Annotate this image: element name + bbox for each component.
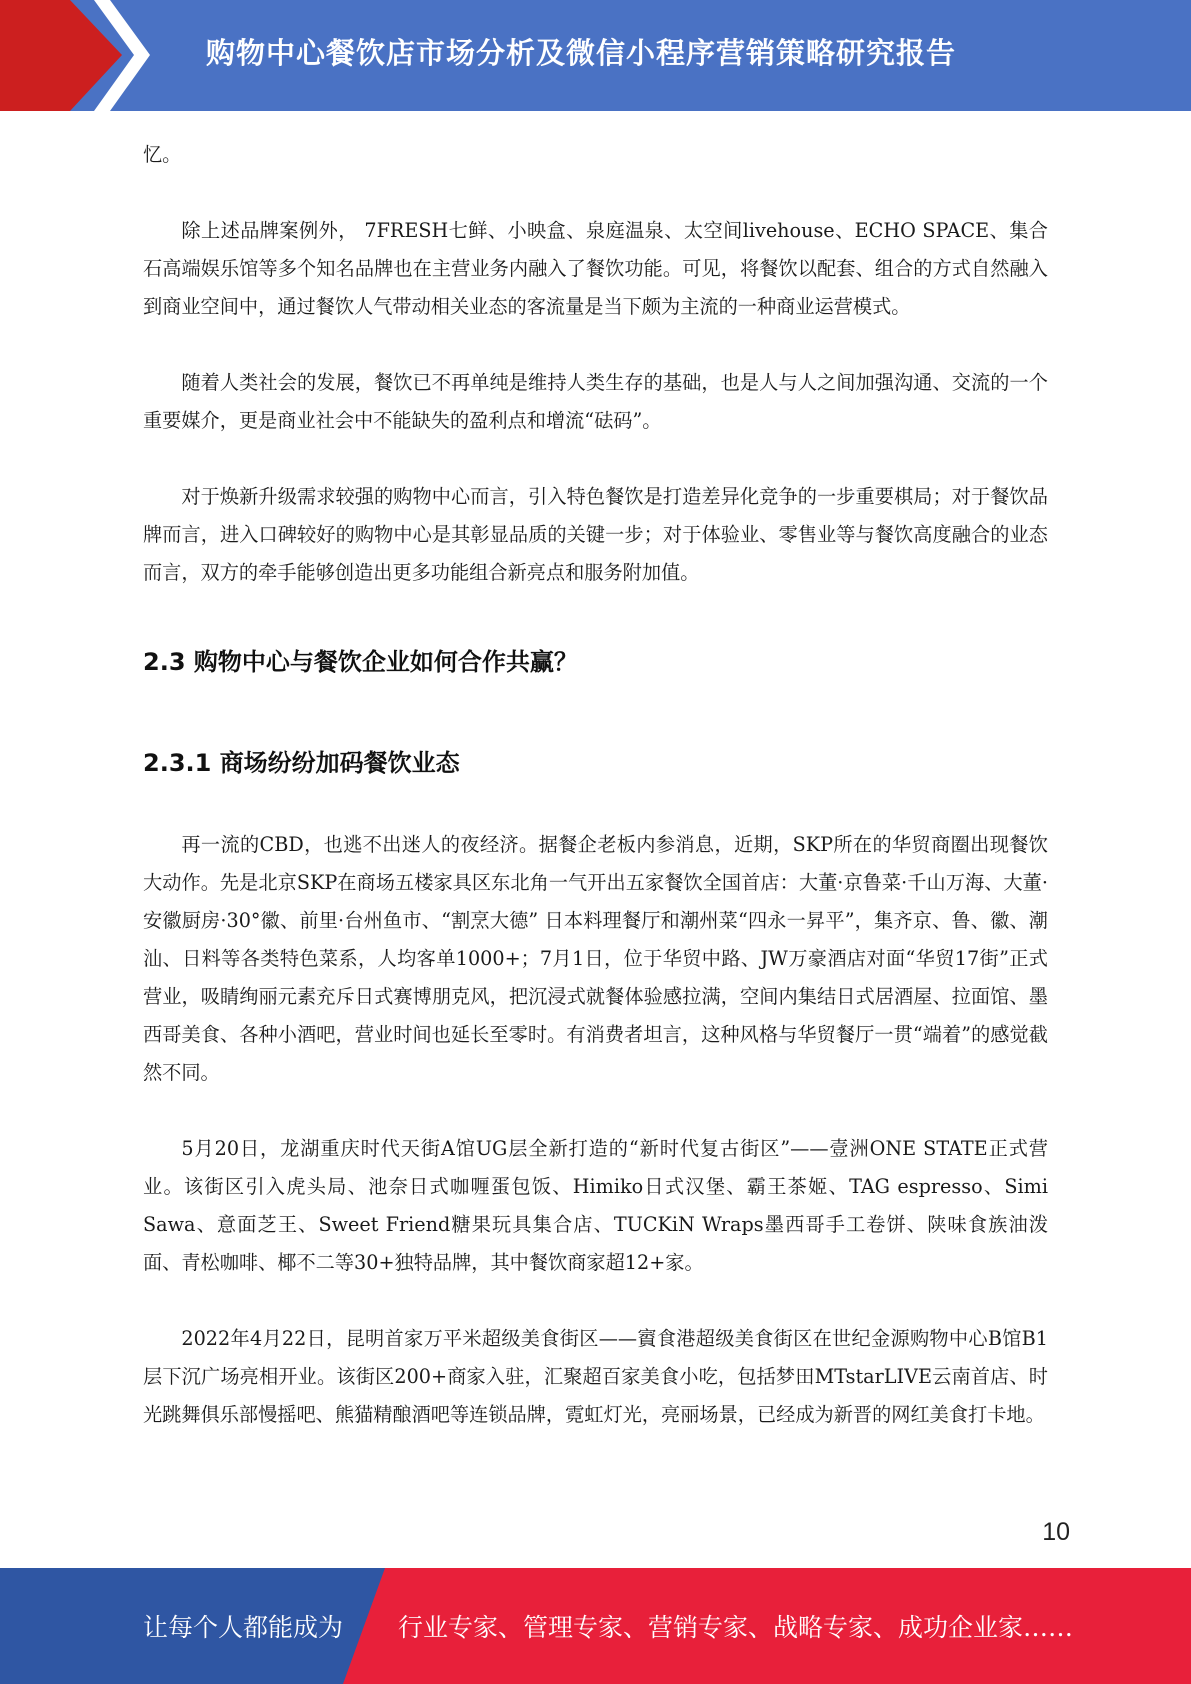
header-chevron-decoration [0,0,160,111]
page-number: 10 [1042,1518,1070,1546]
paragraph-brand-examples: 除上述品牌案例外， 7FRESH七鲜、小映盒、泉庭温泉、太空间livehouse、ECHO SPACE、集合石高端娱乐馆等多个知名品牌也在主营业务内融入了餐饮功能。可见，将餐饮以配套、组合的方式自然融入到商业空间中，通过餐饮人气带动相关业态的客流量是当下颇为主流的一种商业运营模式。 [143,219,1048,318]
footer-slogan-right: 行业专家、管理专家、营销专家、战略专家、成功企业家…… [398,1613,1074,1642]
paragraph-longhu-street: 5月20日，龙湖重庆时代天街A馆UG层全新打造的“新时代复古街区”——壹洲ONE STATE正式营业。该街区引入虎头局、池奈日式咖喱蛋包饭、Himiko日式汉堡、霸王茶姬、TAG espresso、Simi Sawa、意面芝王、Sweet Friend糖果玩具集合店、TUCKiN Wraps墨西哥手工卷饼、陕味食族油泼面、青松咖啡、椰不二等30+独特品牌，其中餐饮商家超12+家。 [143,1137,1048,1274]
paragraph-mall-upgrade: 对于焕新升级需求较强的购物中心而言，引入特色餐饮是打造差异化竞争的一步重要棋局；对于餐饮品牌而言，进入口碑较好的购物中心是其彰显品质的关键一步；对于体验业、零售业等与餐饮高度融合的业态而言，双方的牵手能够创造出更多功能组合新亮点和服务附加值。 [143,485,1048,584]
paragraph-social-development: 随着人类社会的发展，餐饮已不再单纯是维持人类生存的基础，也是人与人之间加强沟通、交流的一个重要媒介，更是商业社会中不能缺失的盈利点和增流“砝码”。 [143,371,1048,432]
section-heading-2-3-1: 2.3.1 商场纷纷加码餐饮业态 [143,749,460,777]
page-content [143,136,1048,1434]
paragraph-cbd-night-economy: 再一流的CBD，也逃不出迷人的夜经济。据餐企老板内参消息，近期，SKP所在的华贸商圈出现餐饮大动作。先是北京SKP在商场五楼家具区东北角一气开出五家餐饮全国首店：大董·京鲁菜·千山万海、大董·安徽厨房·30°徽、前里·台州鱼市、“割烹大德” 日本料理餐厅和潮州菜“四永一昇平”，集齐京、鲁、徽、潮汕、日料等各类特色菜系，人均客单1000+；7月1日，位于华贸中路、JW万豪酒店对面“华贸17街”正式营业，吸睛绚丽元素充斥日式赛博朋克风，把沉浸式就餐体验感拉满，空间内集结日式居酒屋、拉面馆、墨西哥美食、各种小酒吧，营业时间也延长至零时。有消费者坦言，这种风格与华贸餐厅一贯“端着”的感觉截然不同。 [143,833,1048,1084]
paragraph-kunming-food-street: 2022年4月22日，昆明首家万平米超级美食街区——賨食港超级美食街区在世纪金源购物中心B馆B1层下沉广场亮相开业。该街区200+商家入驻，汇聚超百家美食小吃，包括梦田MTstarLIVE云南首店、时光跳舞俱乐部慢摇吧、熊猫精酿酒吧等连锁品牌，霓虹灯光，亮丽场景，已经成为新晋的网红美食打卡地。 [143,1327,1048,1426]
page-header [0,0,1191,111]
page-footer [0,1568,1191,1684]
report-title: 购物中心餐饮店市场分析及微信小程序营销策略研究报告 [206,36,957,70]
footer-slogan-left: 让每个人都能成为 [143,1613,344,1642]
paragraph-continuation: 忆。 [143,143,182,166]
section-heading-2-3: 2.3 购物中心与餐饮企业如何合作共赢？ [143,648,578,676]
